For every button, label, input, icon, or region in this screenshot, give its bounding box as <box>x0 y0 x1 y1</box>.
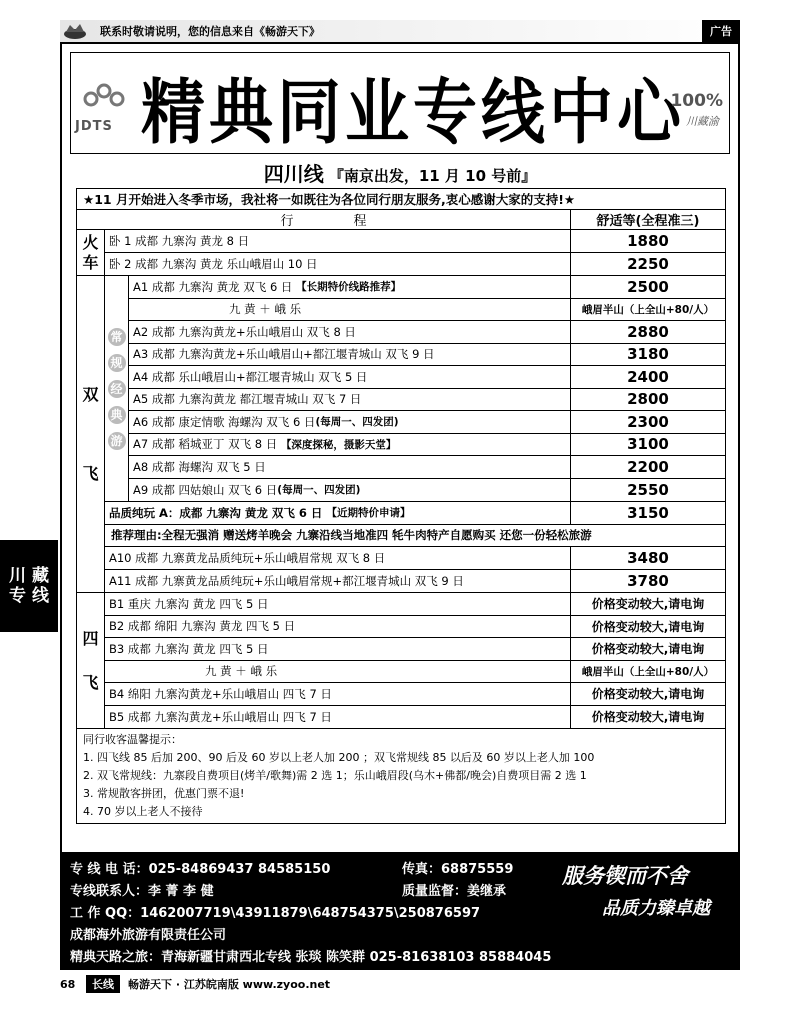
tips-box <box>76 729 726 824</box>
page-number: 68 <box>60 977 76 991</box>
train-section <box>76 230 726 276</box>
table-row: 九 黄 ＋ 峨 乐 峨眉半山（上全山+80/人） <box>105 661 725 684</box>
table-row: A4 成都 乐山峨眉山+都江堰青城山 双飞 5 日 2400 <box>129 366 725 389</box>
tip-item: 4. 70 岁以上老人不接待 <box>83 805 203 818</box>
four-fly-section <box>76 593 726 729</box>
recommend-row: 推荐理由:全程无强消 赠送烤羊晚会 九寨沿线当地准四 牦牛肉特产自愿购买 还您一份轻松旅游 <box>105 525 725 548</box>
double-fly-section <box>76 276 726 593</box>
tip-item: 1. 四飞线 85 后加 200、90 后及 60 岁以上老人加 200 ；双飞常规线 85 以后及 60 岁以上老人加 100 <box>83 751 595 764</box>
magazine-footer: 畅游天下 · 江苏皖南版 www.zyoo.net <box>128 978 331 991</box>
section-tag: 长线 <box>86 975 120 993</box>
bottom-strip <box>60 974 740 994</box>
side-tab: 川 藏 专 线 <box>0 540 58 632</box>
route-title-row <box>62 158 738 186</box>
region-subtitle: 川藏渝 <box>686 115 719 128</box>
table-row: A2 成都 九寨沟黄龙+乐山峨眉山 双飞 8 日 2880 <box>129 321 725 344</box>
footer <box>62 852 738 968</box>
table-row: 九 黄 ＋ 峨 乐 峨眉半山（上全山+80/人） <box>129 299 725 322</box>
winter-notice: ★11 月开始进入冬季市场，我社将一如既往为各位同行朋友服务,衷心感谢大家的支持!★ <box>76 188 726 210</box>
double-fly-label: 双 飞 <box>77 276 105 592</box>
contact-line: 专线联系人：李 菁 李 健 <box>70 884 214 899</box>
header-box <box>70 52 730 154</box>
table-row: B3 成都 九寨沟 黄龙 四飞 5 日 价格变动较大,请电询 <box>105 638 725 661</box>
table-row: A5 成都 九寨沟黄龙 都江堰青城山 双飞 7 日 2800 <box>129 389 725 412</box>
supervisor-line: 质量监督：姜继承 <box>402 884 507 899</box>
table-row: A7 成都 稻城亚丁 双飞 8 日 【深度探秘，摄影天堂】 3100 <box>129 434 725 457</box>
main-frame <box>60 42 740 970</box>
magazine-logo-icon <box>62 22 88 40</box>
company-line: 成都海外旅游有限责任公司 <box>70 928 227 943</box>
route-title: 四川线 <box>263 162 324 186</box>
table-row: B2 成都 绵阳 九寨沟 黄龙 四飞 5 日 价格变动较大,请电询 <box>105 616 725 639</box>
table-row: A1 成都 九寨沟 黄龙 双飞 6 日 【长期特价线路推荐】 2500 <box>129 276 725 299</box>
top-strip <box>60 20 740 42</box>
tip-item: 2. 双飞常规线：九寨段自费项目(烤羊/歌舞)需 2 选 1；乐山峨眉段(乌木+佛都/晚会)自费项目需 2 选 1 <box>83 769 587 782</box>
ad-tag: 广告 <box>702 20 740 42</box>
percent-badge: 100% <box>670 91 723 111</box>
four-fly-label: 四 飞 <box>77 593 105 728</box>
train-label: 火 车 <box>77 230 105 275</box>
table-row: 卧 2 成都 九寨沟 黄龙 乐山峨眉山 10 日 2250 <box>105 253 725 276</box>
slogan-quality: 品质力臻卓越 <box>602 898 710 919</box>
route-subtitle: 『南京出发，11 月 10 号前』 <box>328 167 537 185</box>
tip-item: 3. 常规散客拼团，优惠门票不退! <box>83 787 245 800</box>
premium-row: 品质纯玩 A：成都 九寨沟 黄龙 双飞 6 日 【近期特价申请】 3150 <box>105 502 725 525</box>
phone-line: 专 线 电 话：025-84869437 84585150 <box>70 862 331 877</box>
jdts-logo-text: JDTS <box>75 119 113 134</box>
fax-line: 传真：68875559 <box>402 862 514 877</box>
table-row: B4 绵阳 九寨沟黄龙+乐山峨眉山 四飞 7 日 价格变动较大,请电询 <box>105 683 725 706</box>
table-row: B1 重庆 九寨沟 黄龙 四飞 5 日 价格变动较大,请电询 <box>105 593 725 616</box>
table-row: A8 成都 海螺沟 双飞 5 日 2200 <box>129 456 725 479</box>
table-row: A10 成都 九寨黄龙品质纯玩+乐山峨眉常规 双飞 8 日 3480 <box>105 547 725 570</box>
table-row: A9 成都 四姑娘山 双飞 6 日 (每周一、四发团) 2550 <box>129 479 725 502</box>
table-row: A3 成都 九寨沟黄龙+乐山峨眉山+都江堰青城山 双飞 9 日 3180 <box>129 344 725 367</box>
col-price-header: 舒适等(全程准三) <box>596 214 700 229</box>
tips-title: 同行收客温馨提示： <box>83 733 182 746</box>
qq-line: 工 作 QQ：1462007719\43911879\648754375\250876597 <box>70 906 481 921</box>
table-row: A11 成都 九寨黄龙品质纯玩+乐山峨眉常规+都江堰青城山 双飞 9 日 3780 <box>105 570 725 593</box>
table-row: B5 成都 九寨沟黄龙+乐山峨眉山 四飞 7 日 价格变动较大,请电询 <box>105 706 725 729</box>
col-route-header: 行程 <box>77 210 571 229</box>
source-notice: 联系时敬请说明，您的信息来自《畅游天下》 <box>100 25 320 38</box>
jdts-logo-icon <box>79 81 129 111</box>
header <box>62 44 738 156</box>
slogan-service: 服务锲而不舍 <box>562 864 688 888</box>
classic-tour-label: 常 规 经 典 游 <box>105 276 129 501</box>
itinerary-table <box>76 188 726 824</box>
table-row: A6 成都 康定情歌 海螺沟 双飞 6 日 (每周一、四发团) 2300 <box>129 411 725 434</box>
table-row: 卧 1 成都 九寨沟 黄龙 8 日 1880 <box>105 230 725 253</box>
partner-line: 精典天路之旅：青海新疆甘肃西北专线 张琰 陈笑群 025-81638103 85884045 <box>70 950 552 965</box>
main-title: 精典同业专线中心 <box>141 71 685 155</box>
table-header <box>76 210 726 230</box>
